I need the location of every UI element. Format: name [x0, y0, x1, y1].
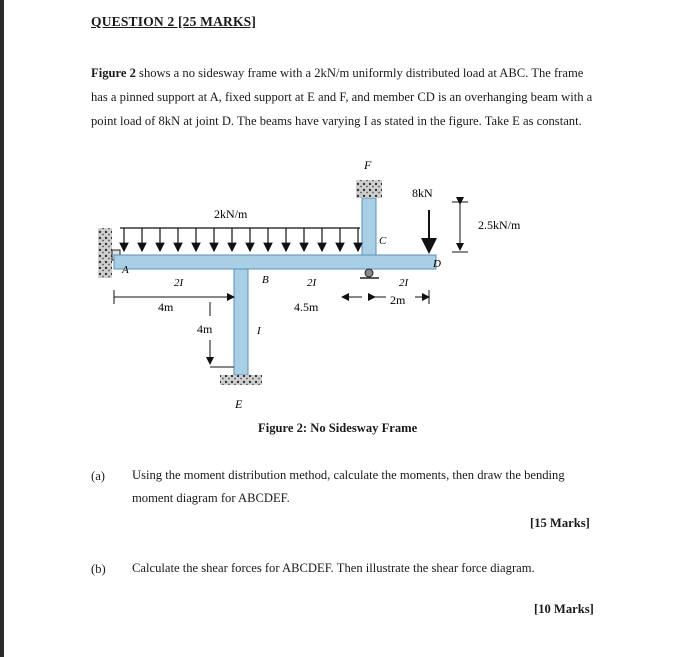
- label-len-ab: 4m: [158, 300, 174, 314]
- part-a-line2: moment diagram for ABCDEF.: [132, 491, 290, 505]
- support-f-top: [356, 180, 382, 198]
- label-point-load: 8kN: [412, 186, 433, 200]
- part-b-marks: [10 Marks]: [534, 602, 594, 616]
- label-i-ab: 2I: [174, 277, 184, 289]
- support-e-base: [220, 375, 262, 385]
- figure-caption: Figure 2: No Sidesway Frame: [258, 421, 418, 435]
- label-e: E: [235, 397, 243, 411]
- label-f: F: [364, 158, 372, 172]
- page-left-border: [0, 0, 4, 657]
- label-b: B: [262, 274, 269, 286]
- label-c: C: [379, 235, 387, 247]
- udl-arrows: [124, 228, 358, 251]
- column-be: [234, 269, 248, 375]
- part-b-label: (b): [91, 562, 106, 576]
- label-len-be: 4m: [197, 322, 213, 336]
- intro-figure-ref: Figure 2: [91, 66, 136, 80]
- label-udl-right: 2.5kN/m: [478, 218, 521, 232]
- label-udl-abc: 2kN/m: [214, 207, 248, 221]
- part-a-marks: [15 Marks]: [530, 516, 590, 530]
- label-i-be: I: [257, 325, 261, 337]
- frame-figure: [92, 152, 562, 417]
- part-a-label: (a): [91, 469, 105, 483]
- question-heading: QUESTION 2 [25 MARKS]: [91, 14, 257, 29]
- beam-abcd: [114, 255, 436, 269]
- intro-text: shows a no sidesway frame with a 2kN/m uniformly distributed load at ABC. The frame has a pinned support at A, fixed support at E and F, and member CD is an overhanging beam with a point load of 8kN at joint D. The beams have varying I as stated in the figure. Take E as constant.: [91, 66, 593, 128]
- label-i-bc: 2I: [307, 277, 317, 289]
- part-a-text: [132, 464, 565, 510]
- label-d: D: [433, 258, 441, 270]
- part-b-text: Calculate the shear forces for ABCDEF. Then illustrate the shear force diagram.: [132, 561, 535, 575]
- label-len-cd: 2m: [390, 293, 406, 307]
- question-intro: [91, 61, 601, 133]
- label-a: A: [122, 264, 129, 276]
- label-len-bc: 4.5m: [294, 300, 319, 314]
- column-cf: [362, 198, 376, 255]
- label-i-cd: 2I: [399, 277, 409, 289]
- part-a-line1: Using the moment distribution method, calculate the moments, then draw the bending: [132, 468, 565, 482]
- support-a-wall: [98, 228, 112, 278]
